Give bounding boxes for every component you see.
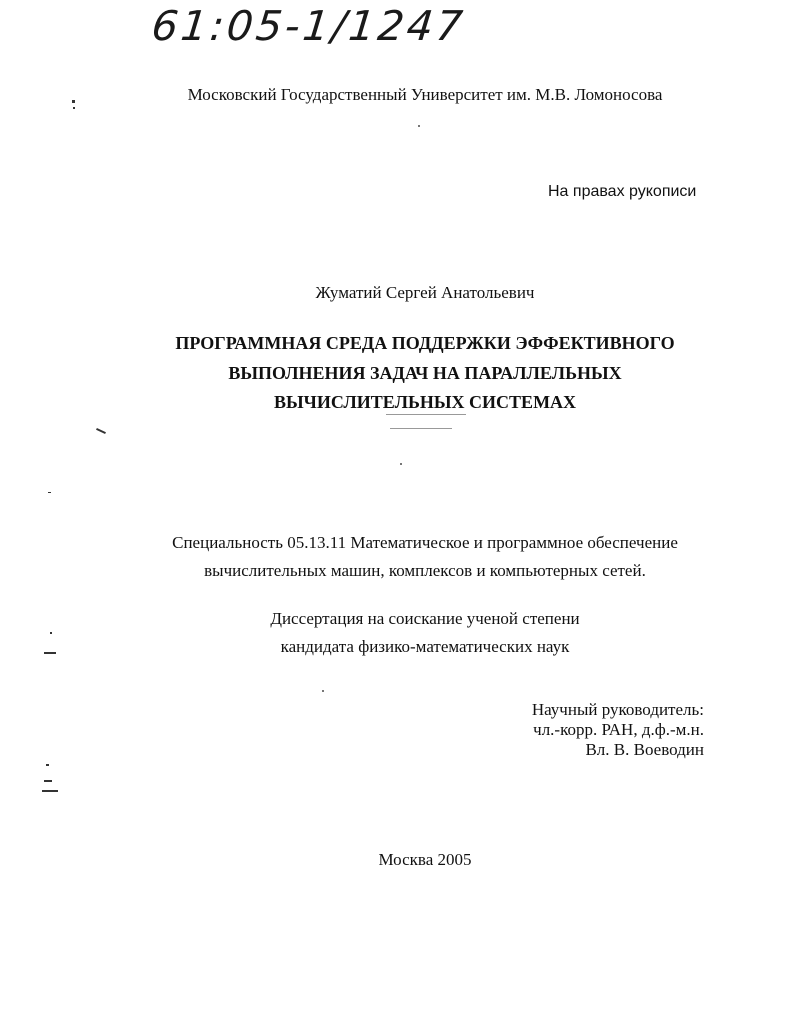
advisor-name: Вл. В. Воеводин [585, 740, 704, 759]
degree-line: Диссертация на соискание ученой степени [270, 609, 580, 628]
city-year: Москва 2005 [378, 850, 472, 869]
title-line: ПРОГРАММНАЯ СРЕДА ПОДДЕРЖКИ ЭФФЕКТИВНОГО [175, 333, 675, 353]
author-name: Жуматий Сергей Анатольевич [315, 283, 535, 302]
degree-line: кандидата физико-математических наук [280, 637, 570, 656]
university-name: Московский Государственный Университет им. М.В. Ломоносова [187, 85, 663, 104]
advisor-credentials: чл.-корр. РАН, д.ф.-м.н. [533, 720, 704, 739]
advisor-heading: Научный руководитель: [531, 700, 704, 719]
title-line: ВЫЧИСЛИТЕЛЬНЫХ СИСТЕМАХ [273, 392, 577, 412]
handwritten-archive-code: 61:05-1/1247 [149, 2, 468, 50]
scientific-advisor [500, 700, 704, 760]
rights-note: На правах рукописи [548, 183, 697, 200]
title-line: ВЫПОЛНЕНИЯ ЗАДАЧ НА ПАРАЛЛЕЛЬНЫХ [228, 363, 622, 383]
specialty-line: Специальность 05.13.11 Математическое и программное обеспечение [172, 533, 678, 552]
specialty-line: вычислительных машин, комплексов и компьютерных сетей. [204, 561, 646, 580]
